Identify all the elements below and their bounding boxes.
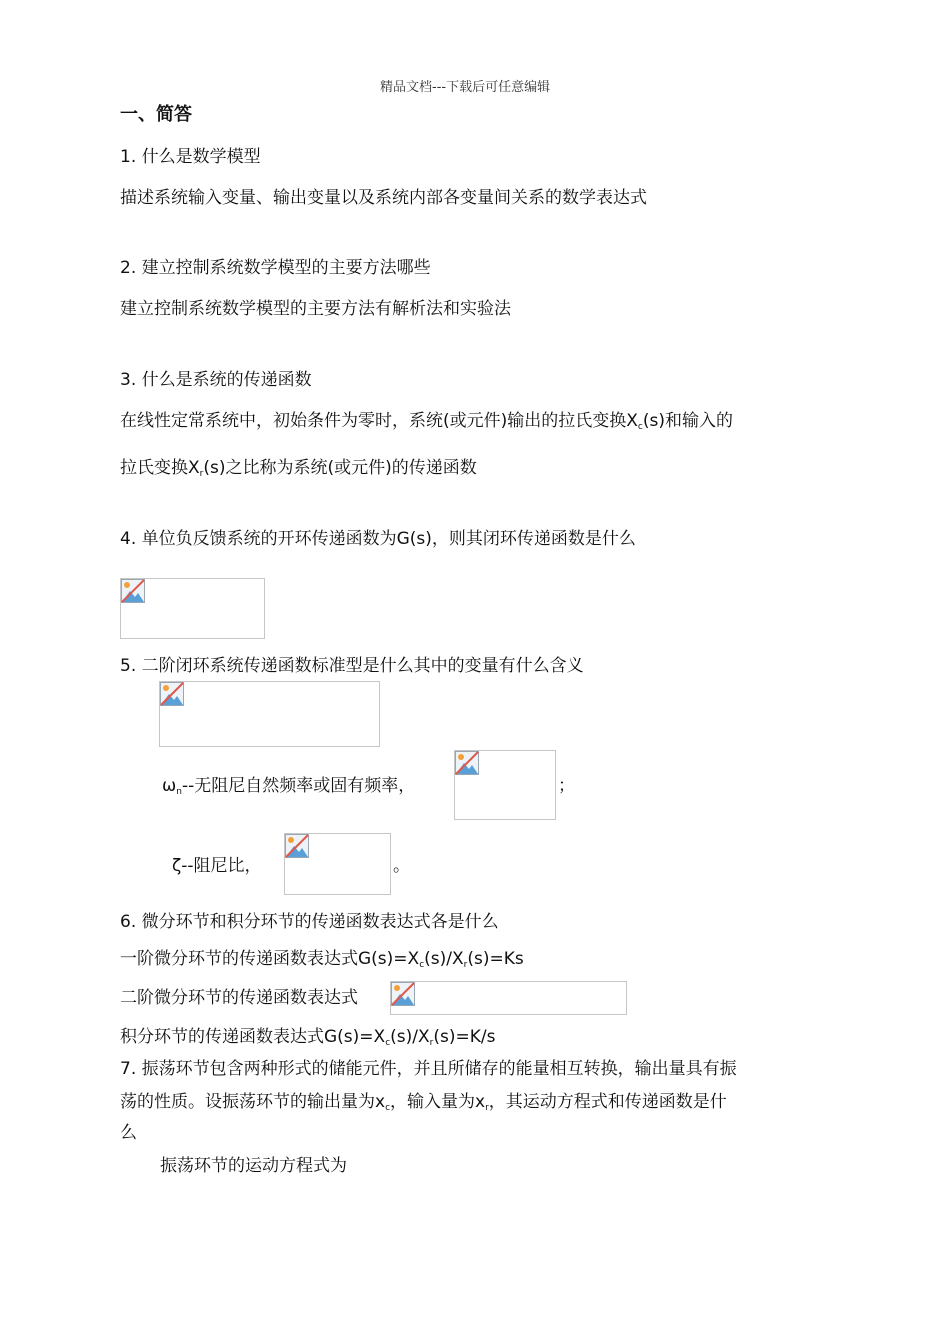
text-part: (s)=Ks [467, 949, 524, 969]
subscript: n [176, 787, 182, 797]
omega-definition [162, 775, 415, 803]
question-3: 3. 什么是系统的传递函数 [120, 370, 312, 390]
text-part: ，输入量为x [390, 1092, 486, 1112]
zeta-definition: ζ--阻尼比， [172, 856, 262, 876]
answer-3-line-1 [120, 410, 733, 438]
broken-image-icon [391, 982, 415, 1006]
formula-image-placeholder [120, 578, 265, 639]
broken-image-icon [121, 579, 145, 603]
section-title: 一、简答 [120, 104, 192, 125]
text-part: (s)之比称为系统(或元件)的传递函数 [203, 458, 477, 478]
question-1: 1. 什么是数学模型 [120, 147, 261, 167]
question-6: 6. 微分环节和积分环节的传递函数表达式各是什么 [120, 912, 499, 932]
text-part: (s)/X [424, 949, 464, 969]
subscript: c [419, 960, 425, 970]
text-part: 积分环节的传递函数表达式G(s)=X [120, 1027, 386, 1047]
question-7-line-3: 么 [120, 1123, 137, 1143]
subscript: r [485, 1103, 489, 1113]
text-part: 拉氏变换X [120, 458, 200, 478]
subscript: r [429, 1038, 434, 1048]
second-order-derivative: 二阶微分环节的传递函数表达式 [120, 988, 358, 1008]
question-7-line-2 [120, 1091, 727, 1119]
motion-equation-label: 振荡环节的运动方程式为 [160, 1156, 347, 1176]
question-5: 5. 二阶闭环系统传递函数标准型是什么其中的变量有什么含义 [120, 656, 584, 676]
text-part: 荡的性质。设振荡环节的输出量为x [120, 1092, 386, 1112]
subscript: c [385, 1103, 391, 1113]
text-part: 一阶微分环节的传递函数表达式G(s)=X [120, 949, 420, 969]
text-part: ，其运动方程式和传递函数是什 [488, 1092, 727, 1112]
formula-image-placeholder [159, 681, 380, 747]
page-header: 精品文档---下载后可任意编辑 [380, 80, 551, 95]
text-part: (s)/X [390, 1027, 430, 1047]
text-part: ω [162, 776, 177, 796]
answer-3-line-2 [120, 457, 477, 485]
answer-2: 建立控制系统数学模型的主要方法有解析法和实验法 [120, 299, 511, 319]
formula-image-placeholder [454, 750, 556, 820]
question-4: 4. 单位负反馈系统的开环传递函数为G(s)，则其闭环传递函数是什么 [120, 529, 636, 549]
subscript: r [463, 960, 468, 970]
broken-image-icon [455, 751, 479, 775]
question-7-line-1: 7. 振荡环节包含两种形式的储能元件，并且所储存的能量相互转换，输出量具有振 [120, 1059, 737, 1079]
broken-image-icon [160, 682, 184, 706]
answer-1: 描述系统输入变量、输出变量以及系统内部各变量间关系的数学表达式 [120, 188, 647, 208]
text-part: (s)和输入的 [642, 411, 733, 431]
subscript: c [637, 422, 643, 432]
period: 。 [393, 856, 410, 876]
text-part: --无阻尼自然频率或固有频率， [181, 776, 416, 796]
integral-element [120, 1026, 495, 1054]
subscript: r [199, 469, 204, 479]
text-part: (s)=K/s [433, 1027, 496, 1047]
broken-image-icon [285, 834, 309, 858]
formula-image-placeholder [284, 833, 391, 895]
first-order-derivative [120, 948, 524, 976]
semicolon: ； [558, 776, 575, 796]
formula-image-placeholder [390, 981, 627, 1015]
subscript: c [385, 1038, 391, 1048]
question-2: 2. 建立控制系统数学模型的主要方法哪些 [120, 258, 431, 278]
text-part: 在线性定常系统中，初始条件为零时，系统(或元件)输出的拉氏变换X [120, 411, 638, 431]
